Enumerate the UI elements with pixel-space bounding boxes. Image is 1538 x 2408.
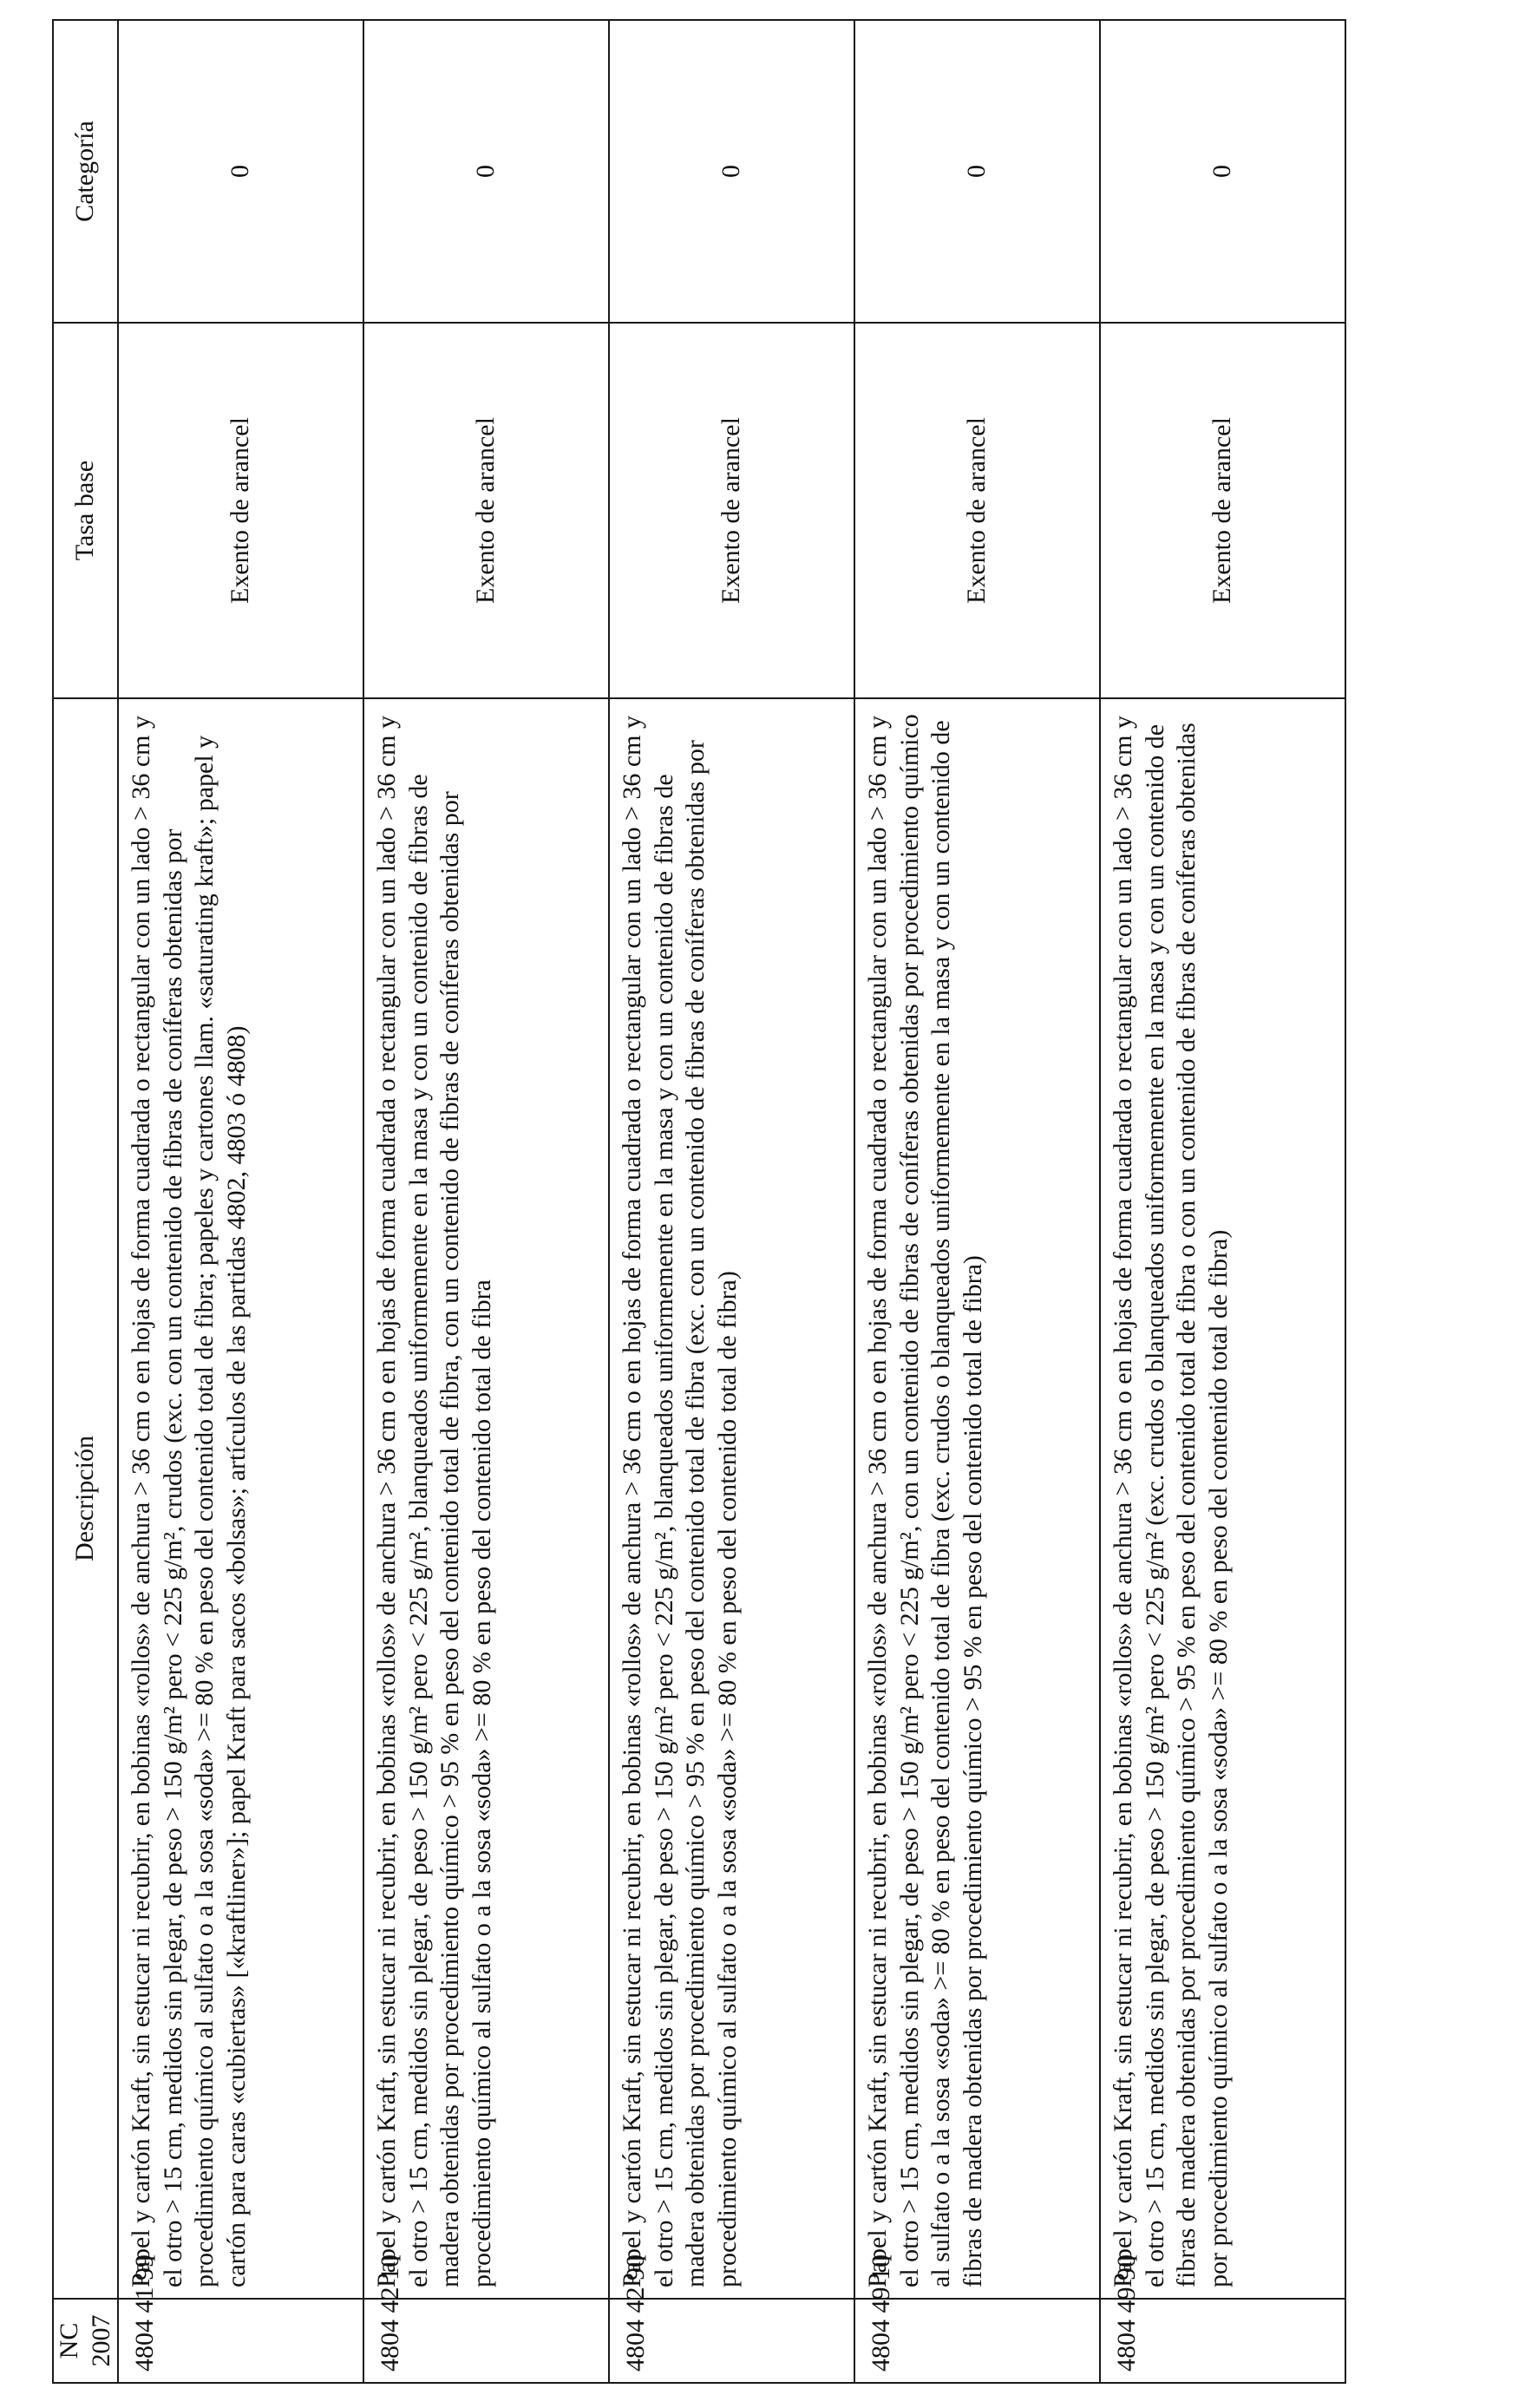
category-cell: 0 [118,20,363,323]
category-cell: 0 [854,20,1100,323]
base-rate-cell: Exento de arancel [118,323,363,698]
description-cell: Papel y cartón Kraft, sin estucar ni recubrir, en bobinas «rollos» de anchura > 36 cm o en hojas de forma cuadrada o rectangular con un lado > 36 cm y el otro > 15 cm, medidos sin plegar, de peso > 150 g/m² pero < 225 g/m² (exc. crudos o blanqueados uniformemente en la masa y con un contenido de fibras de madera obtenidas por procedimiento químico > 95 % en peso del contenido total de fibra o con un contenido de fibras de coníferas obtenidas por procedimiento químico al sulfato o a la sosa «soda» >= 80 % en peso del contenido total de fibra) [1100,698,1345,2299]
cn-code: 4804 49 90 [1100,2299,1345,2383]
table-row [1100,20,1345,2383]
header-category: Categoría [53,20,118,323]
rotated-page [52,21,1335,2384]
description-cell: Papel y cartón Kraft, sin estucar ni recubrir, en bobinas «rollos» de anchura > 36 cm o en hojas de forma cuadrada o rectangular con un lado > 36 cm y el otro > 15 cm, medidos sin plegar, de peso > 150 g/m² pero < 225 g/m², crudos (exc. con un contenido de fibras de coníferas obtenidas por procedimiento químico al sulfato o a la sosa «soda» >= 80 % en peso del contenido total de fibra; papeles y cartones llam. «saturating kraft»; papel y cartón para caras «cubiertas» [«kraftliner»]; papel Kraft para sacos «bolsas»; artículos de las partidas 4802, 4803 ó 4808) [118,698,363,2299]
table-row [854,20,1100,2383]
tariff-table [52,19,1346,2384]
description-cell: Papel y cartón Kraft, sin estucar ni recubrir, en bobinas «rollos» de anchura > 36 cm o en hojas de forma cuadrada o rectangular con un lado > 36 cm y el otro > 15 cm, medidos sin plegar, de peso > 150 g/m² pero < 225 g/m², blanqueados uniformemente en la masa y con un contenido de fibras de madera obtenidas por procedimiento químico > 95 % en peso del contenido total de fibra (exc. con un contenido de fibras de coníferas obtenidas por procedimiento químico al sulfato o a la sosa «soda» >= 80 % en peso del contenido total de fibra) [609,698,854,2299]
category-cell: 0 [609,20,854,323]
table-row [609,20,854,2383]
base-rate-cell: Exento de arancel [1100,323,1345,698]
category-cell: 0 [363,20,609,323]
table-row [118,20,363,2383]
description-cell: Papel y cartón Kraft, sin estucar ni recubrir, en bobinas «rollos» de anchura > 36 cm o en hojas de forma cuadrada o rectangular con un lado > 36 cm y el otro > 15 cm, medidos sin plegar, de peso > 150 g/m² pero < 225 g/m², con un contenido de fibras de coníferas obtenidas por procedimiento químico al sulfato o a la sosa «soda» >= 80 % en peso del contenido total de fibra (exc. crudos o blanqueados uniformemente en la masa y con un contenido de fibras de madera obtenidas por procedimiento químico > 95 % en peso del contenido total de fibra) [854,698,1100,2299]
cn-code: 4804 42 10 [363,2299,609,2383]
cn-code: 4804 41 99 [118,2299,363,2383]
base-rate-cell: Exento de arancel [609,323,854,698]
table-row [363,20,609,2383]
header-code: NC 2007 [53,2299,118,2383]
base-rate-cell: Exento de arancel [854,323,1100,698]
description-cell: Papel y cartón Kraft, sin estucar ni recubrir, en bobinas «rollos» de anchura > 36 cm o en hojas de forma cuadrada o rectangular con un lado > 36 cm y el otro > 15 cm, medidos sin plegar, de peso > 150 g/m² pero < 225 g/m², blanqueados uniformemente en la masa y con un contenido de fibras de madera obtenidas por procedimiento químico > 95 % en peso del contenido total de fibra, con un contenido de fibras de coníferas obtenidas por procedimiento químico al sulfato o a la sosa «soda» >= 80 % en peso del contenido total de fibra [363,698,609,2299]
base-rate-cell: Exento de arancel [363,323,609,698]
cn-code: 4804 42 90 [609,2299,854,2383]
header-base-rate: Tasa base [53,323,118,698]
header-row [53,20,118,2383]
header-description: Descripción [53,698,118,2299]
category-cell: 0 [1100,20,1345,323]
cn-code: 4804 49 10 [854,2299,1100,2383]
